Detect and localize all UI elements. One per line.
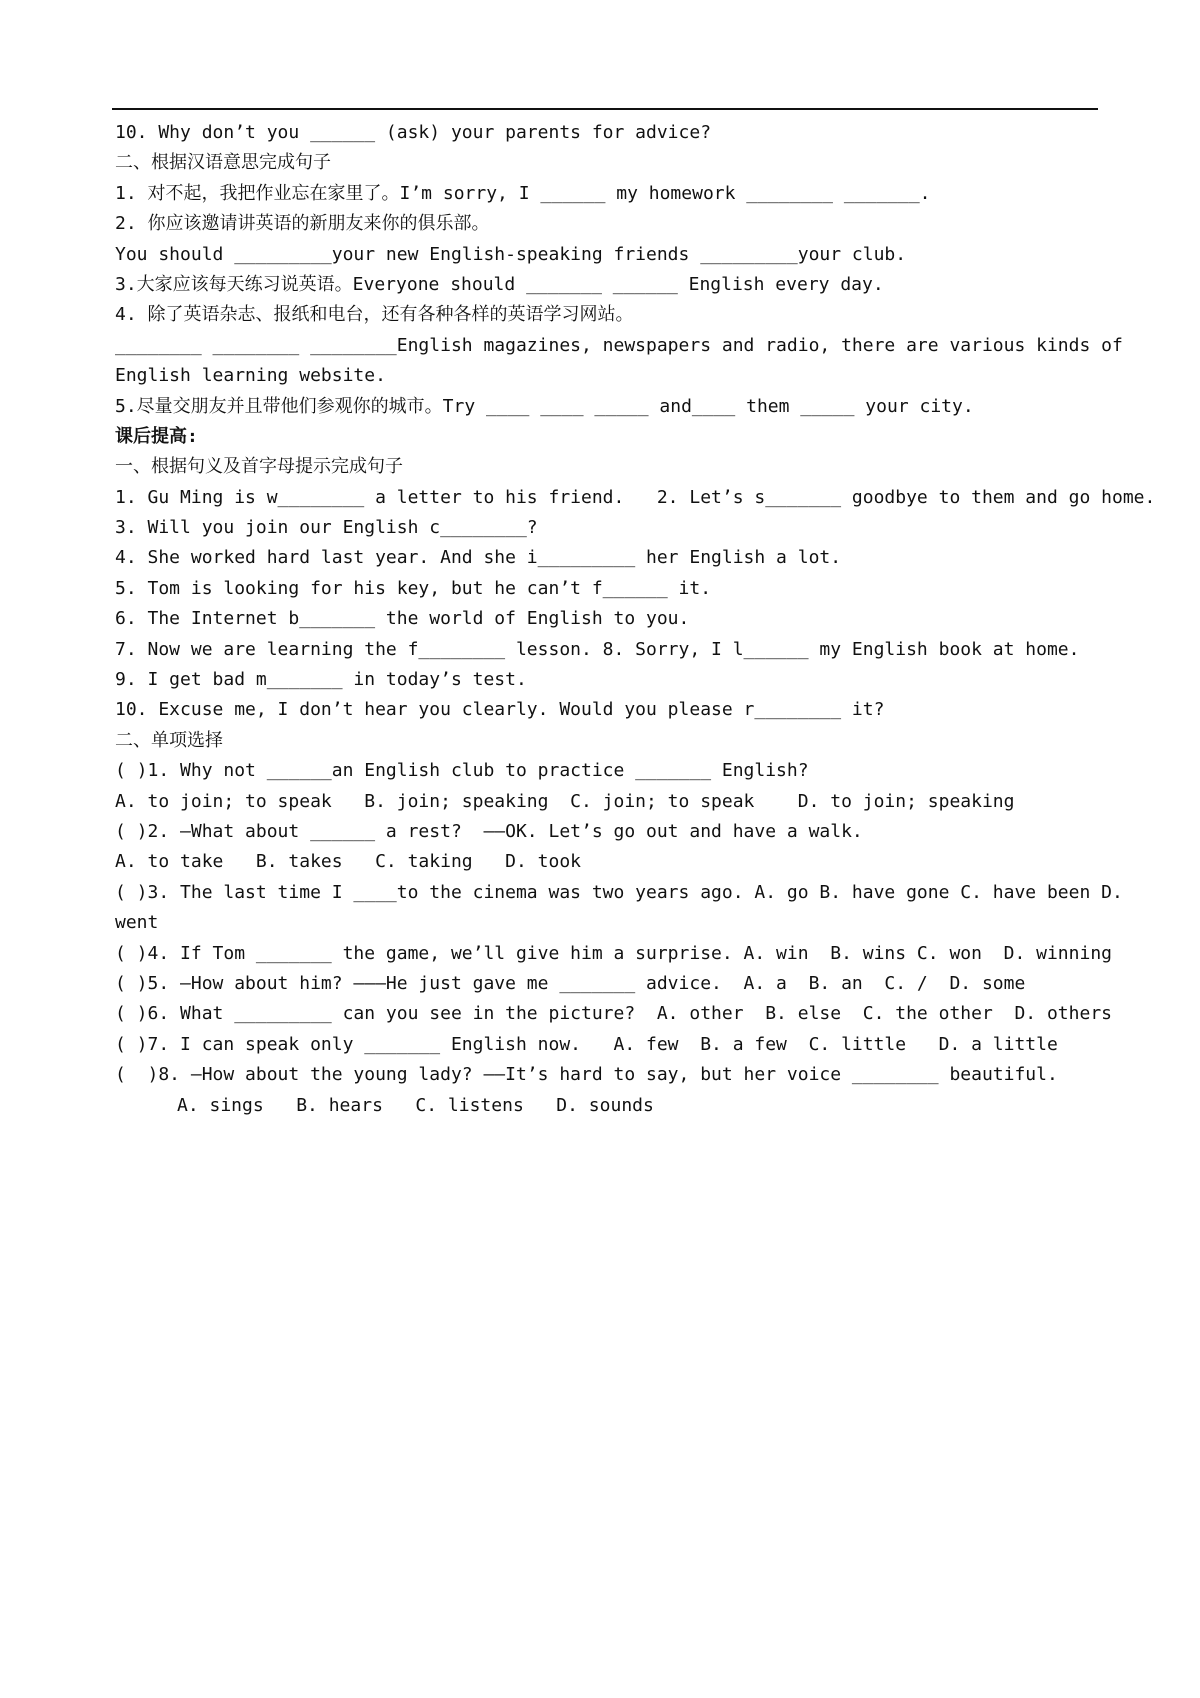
text-line: 1. Gu Ming is w________ a letter to his friend. 2. Let’s s_______ goodbye to them and go home. bbox=[115, 486, 1156, 508]
header-rule bbox=[112, 108, 1098, 110]
text-line: 2. 你应该邀请讲英语的新朋友来你的俱乐部。 bbox=[115, 213, 490, 235]
text-line: 10. Why don’t you ______ (ask) your parents for advice? bbox=[115, 122, 712, 143]
text-line: ( )3. The last time I ____to the cinema was two years ago. A. go B. have gone C. have been D. bbox=[115, 881, 1123, 903]
section-heading: 课后提高: bbox=[115, 425, 198, 447]
text-line: 7. Now we are learning the f________ lesson. 8. Sorry, I l______ my English book at home. bbox=[115, 638, 1080, 660]
text-line: 5. Tom is looking for his key, but he can’t f______ it. bbox=[115, 577, 712, 599]
text-line: English learning website. bbox=[115, 365, 386, 387]
text-line: 6. The Internet b_______ the world of English to you. bbox=[115, 608, 690, 630]
text-line: 10. Excuse me, I don’t hear you clearly. Would you please r________ it? bbox=[115, 699, 885, 721]
text-line: A. to join; to speak B. join; speaking C. join; to speak D. to join; speaking bbox=[115, 790, 1015, 812]
text-line: 二、根据汉语意思完成句子 bbox=[115, 152, 331, 174]
text-line: 9. I get bad m_______ in today’s test. bbox=[115, 669, 527, 691]
text-line: 二、单项选择 bbox=[115, 729, 223, 751]
text-line: ( )2. –What about ______ a rest? ——OK. Let’s go out and have a walk. bbox=[115, 820, 863, 842]
text-line: ( )8. –How about the young lady? ——It’s hard to say, but her voice ________ beautiful. bbox=[115, 1064, 1058, 1086]
text-line: ( )6. What _________ can you see in the picture? A. other B. else C. the other D. others bbox=[115, 1003, 1112, 1025]
text-line: ________ ________ ________English magazines, newspapers and radio, there are various kinds of bbox=[115, 334, 1123, 356]
text-line: 3. Will you join our English c________? bbox=[115, 517, 538, 539]
text-line: 4. 除了英语杂志、报纸和电台，还有各种各样的英语学习网站。 bbox=[115, 304, 634, 326]
text-line: A. to take B. takes C. taking D. took bbox=[115, 851, 581, 873]
text-line: ( )7. I can speak only _______ English now. A. few B. a few C. little D. a little bbox=[115, 1033, 1058, 1055]
text-line: A. sings B. hears C. listens D. sounds bbox=[177, 1094, 654, 1116]
text-line: went bbox=[115, 912, 159, 934]
worksheet-body bbox=[115, 118, 1156, 1121]
text-line: 4. She worked hard last year. And she i_________ her English a lot. bbox=[115, 547, 842, 569]
text-line: 1. 对不起，我把作业忘在家里了。I’m sorry, I ______ my homework ________ _______. bbox=[115, 182, 931, 204]
text-line: You should _________your new English-speaking friends _________your club. bbox=[115, 243, 907, 265]
text-line: ( )4. If Tom _______ the game, we’ll give him a surprise. A. win B. wins C. won D. winning bbox=[115, 942, 1112, 964]
text-line: ( )5. –How about him? ———He just gave me _______ advice. A. a B. an C. / D. some bbox=[115, 972, 1026, 994]
text-line: 一、根据句义及首字母提示完成句子 bbox=[115, 456, 403, 478]
text-line: ( )1. Why not ______an English club to practice _______ English? bbox=[115, 760, 809, 782]
text-line: 5.尽量交朋友并且带他们参观你的城市。Try ____ ____ _____ and____ them _____ your city. bbox=[115, 395, 974, 417]
text-line: 3.大家应该每天练习说英语。Everyone should _______ ______ English every day. bbox=[115, 273, 884, 295]
